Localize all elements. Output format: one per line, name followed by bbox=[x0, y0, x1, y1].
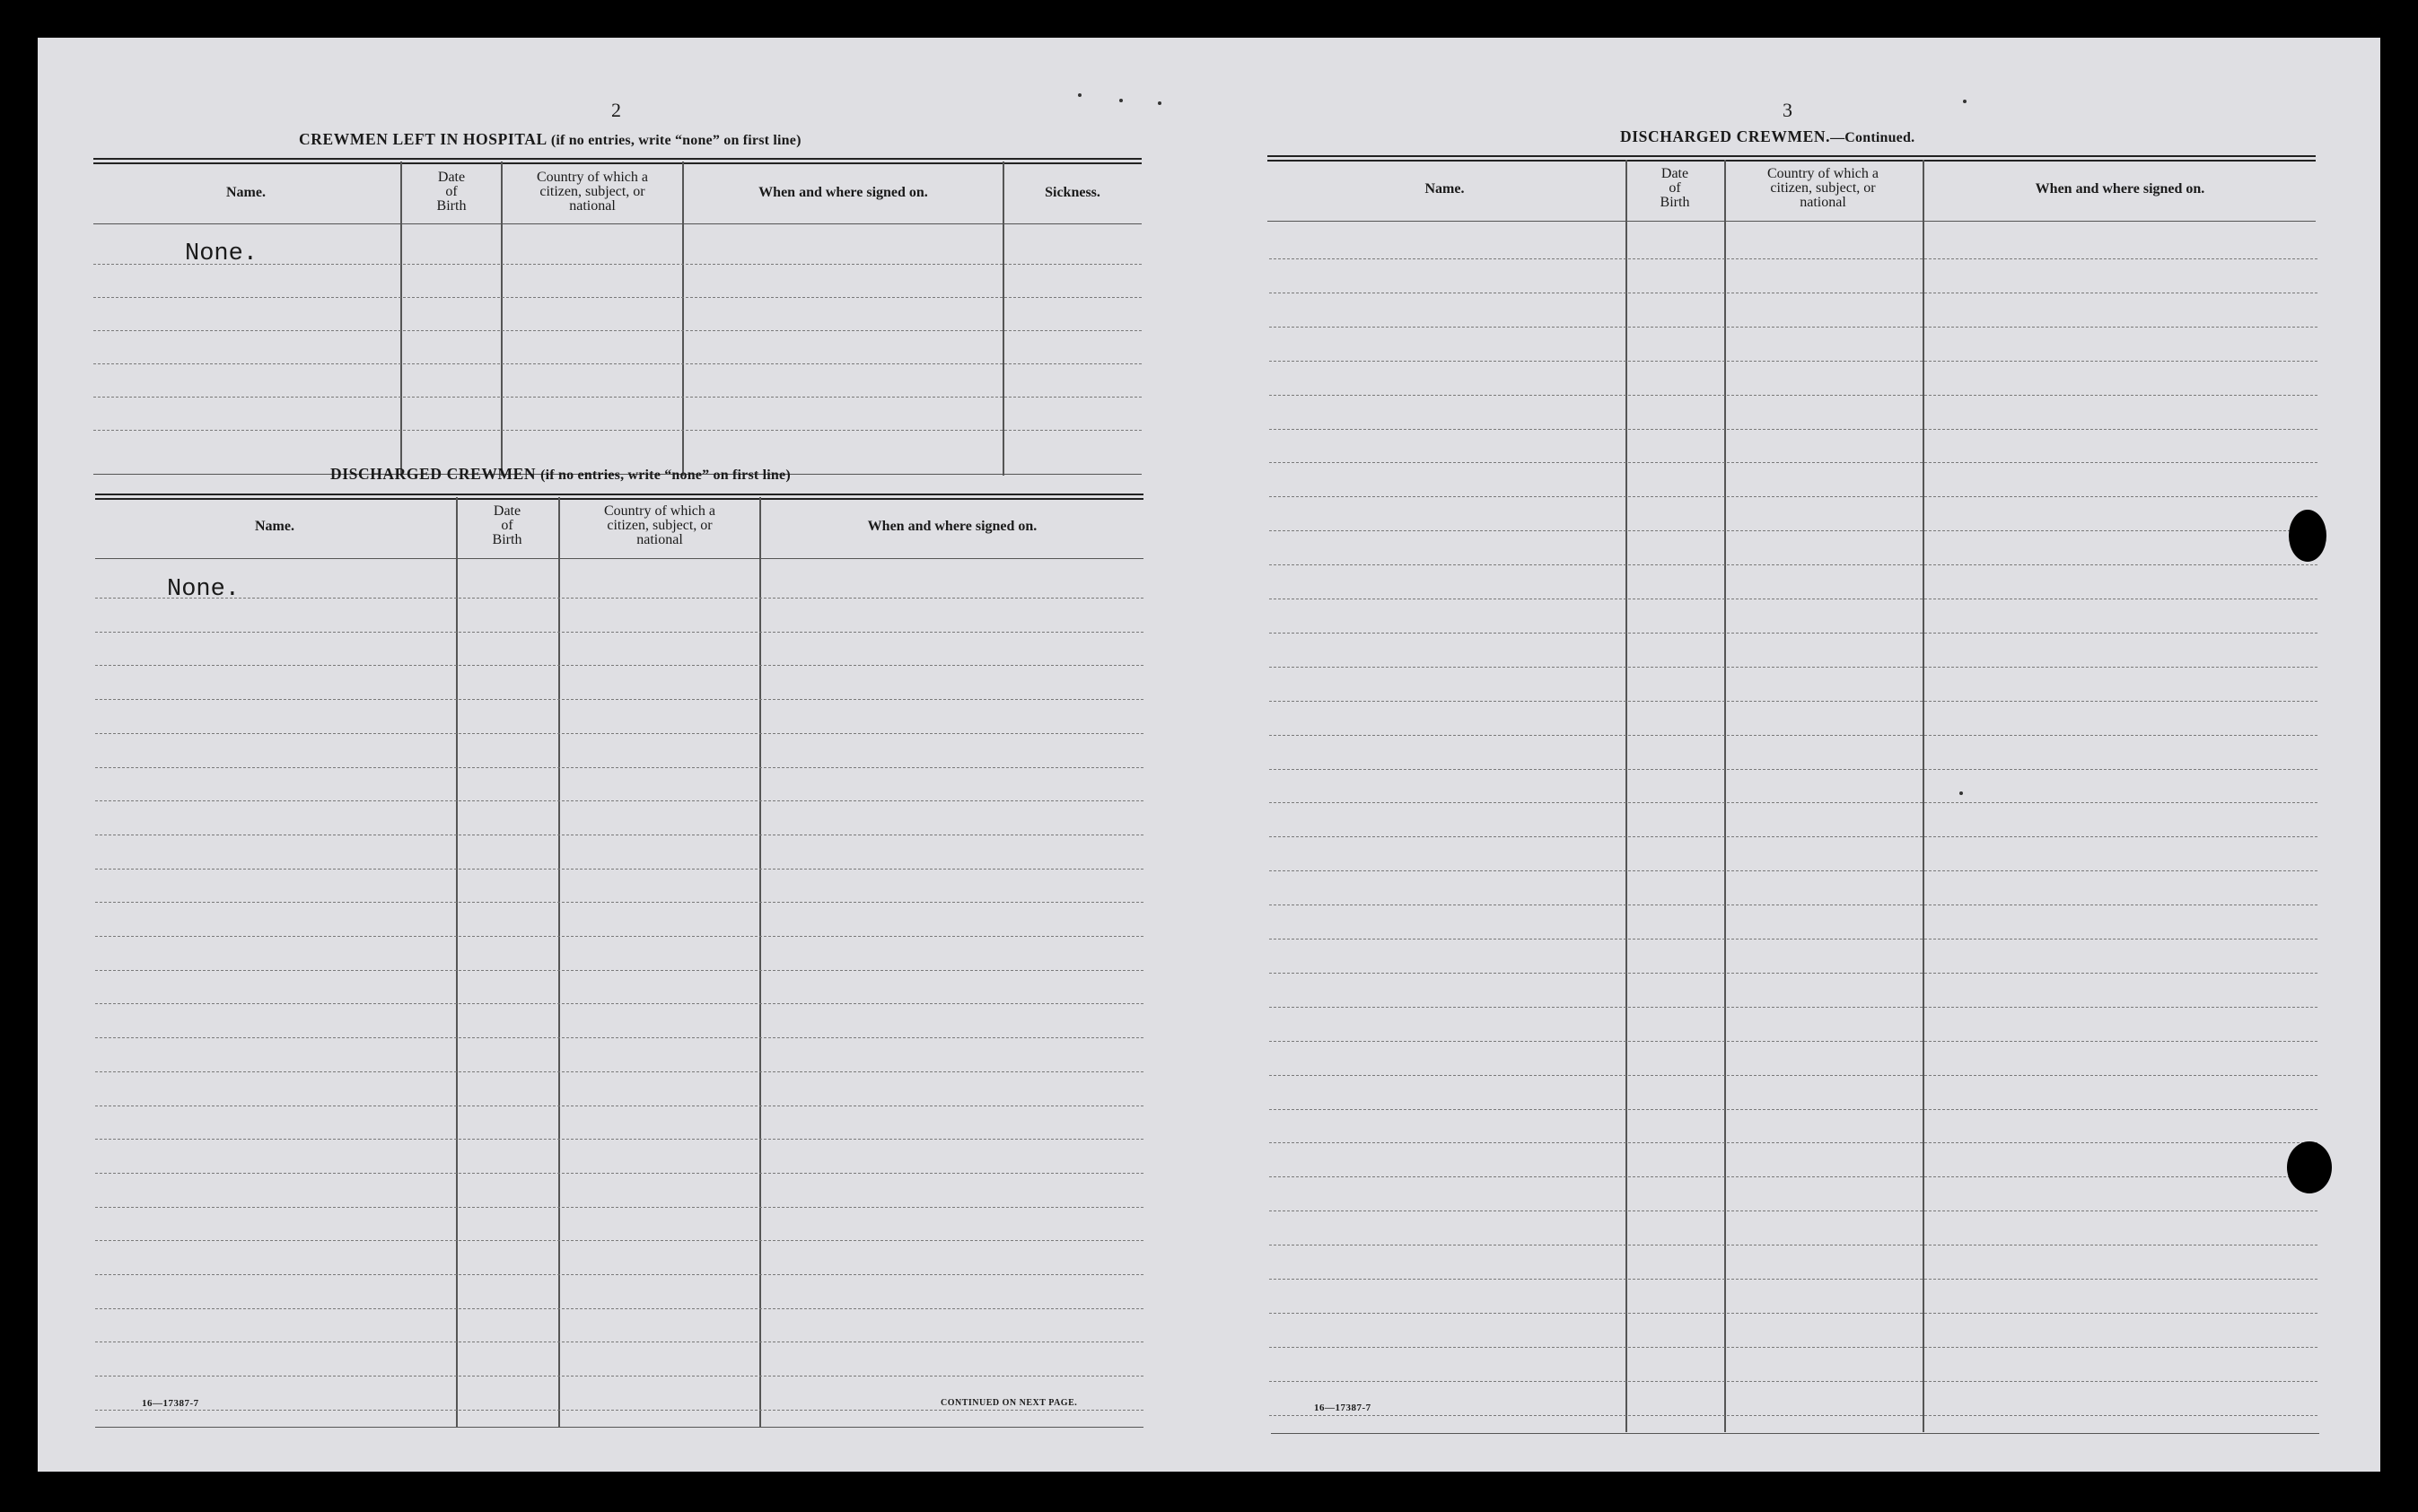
form-number-right: 16—17387-7 bbox=[1314, 1403, 1371, 1413]
page-number-right: 3 bbox=[1783, 99, 1792, 121]
country-line-2: citizen, subject, or bbox=[607, 518, 713, 533]
ledger-row-line bbox=[1269, 496, 2317, 497]
form-number-left: 16—17387-7 bbox=[142, 1398, 199, 1409]
ledger-row-line bbox=[1269, 802, 2317, 803]
ledger-row-line bbox=[95, 632, 1143, 633]
discharged-top-rule-left bbox=[95, 494, 1143, 500]
hospital-top-rule bbox=[93, 158, 1142, 164]
hospital-header-rule bbox=[93, 223, 1142, 224]
right-bottom-rule bbox=[1271, 1433, 2319, 1434]
ledger-row-line bbox=[1269, 633, 2317, 634]
dob-line-3: Birth bbox=[492, 532, 522, 547]
ledger-row-line bbox=[1269, 973, 2317, 974]
hospital-col-country bbox=[504, 170, 680, 214]
ledger-row-line bbox=[1269, 1279, 2317, 1280]
ink-speck bbox=[1959, 791, 1963, 795]
dob-line-2: of bbox=[501, 518, 513, 533]
hospital-row-line bbox=[93, 330, 1142, 331]
country-line-3: national bbox=[569, 198, 616, 214]
ledger-row-line bbox=[1269, 870, 2317, 871]
ink-speck bbox=[1078, 93, 1082, 97]
ledger-row-line bbox=[1269, 361, 2317, 362]
ledger-row-line bbox=[1269, 1176, 2317, 1177]
ledger-row-line bbox=[1269, 735, 2317, 736]
hospital-divider-2 bbox=[501, 162, 503, 476]
ledger-row-line bbox=[1269, 1007, 2317, 1008]
hospital-row-line bbox=[93, 397, 1142, 398]
discharged-title-instruction-left: (if no entries, write “none” on first line) bbox=[540, 468, 791, 483]
ledger-row-line bbox=[95, 1240, 1143, 1241]
hospital-divider-4 bbox=[1003, 162, 1004, 476]
discharged-left-divider-2 bbox=[558, 497, 560, 1427]
ledger-row-line bbox=[1269, 1347, 2317, 1348]
page-number-left: 2 bbox=[611, 99, 621, 121]
ledger-row-line bbox=[1269, 1142, 2317, 1143]
ledger-row-line bbox=[95, 936, 1143, 937]
continued-note: CONTINUED ON NEXT PAGE. bbox=[941, 1398, 1078, 1408]
discharged-title-text-left: DISCHARGED CREWMEN bbox=[330, 465, 537, 483]
ledger-row-line bbox=[1269, 530, 2317, 531]
discharged-left-col-dob bbox=[458, 504, 556, 547]
ledger-row-line bbox=[1269, 769, 2317, 770]
ledger-row-line bbox=[95, 1003, 1143, 1004]
dob-line-1: Date bbox=[493, 503, 521, 519]
ledger-row-line bbox=[95, 1037, 1143, 1038]
ledger-row-line bbox=[95, 1308, 1143, 1309]
ledger-row-line bbox=[95, 902, 1143, 903]
country-line-1: Country of which a bbox=[537, 170, 648, 185]
discharged-title-text-right: DISCHARGED CREWMEN. bbox=[1620, 127, 1831, 145]
ledger-row-line bbox=[95, 970, 1143, 971]
right-header-rule bbox=[1267, 221, 2316, 222]
ledger-row-line bbox=[95, 1410, 1143, 1411]
discharged-left-col-country bbox=[560, 504, 759, 547]
dob-line-2: of bbox=[445, 184, 458, 199]
ledger-row-line bbox=[95, 1071, 1143, 1072]
ledger-row-line bbox=[1269, 1415, 2317, 1416]
hospital-row-line bbox=[93, 363, 1142, 364]
discharged-left-bottom-rule bbox=[95, 1427, 1143, 1428]
right-top-rule bbox=[1267, 155, 2316, 162]
ledger-row-line bbox=[1269, 1381, 2317, 1382]
ledger-row-line bbox=[95, 800, 1143, 801]
ledger-row-line bbox=[95, 1139, 1143, 1140]
discharged-section-title-right bbox=[1620, 127, 1914, 146]
hospital-row-line bbox=[93, 297, 1142, 298]
ledger-row-line bbox=[1269, 462, 2317, 463]
hospital-entry-none: None. bbox=[185, 240, 258, 267]
hospital-col-dob bbox=[402, 170, 501, 214]
discharged-section-title-left bbox=[330, 465, 791, 484]
ledger-row-line bbox=[1269, 1109, 2317, 1110]
country-line-3: national bbox=[636, 532, 683, 547]
country-line-1: Country of which a bbox=[604, 503, 715, 519]
right-divider-2 bbox=[1724, 160, 1726, 1432]
right-col-dob bbox=[1627, 167, 1722, 210]
hospital-section-title bbox=[299, 130, 802, 149]
hospital-row-line bbox=[93, 430, 1142, 431]
hospital-title-instruction: (if no entries, write “none” on first line) bbox=[550, 133, 802, 148]
discharged-entry-none: None. bbox=[167, 576, 241, 603]
dob-line-1: Date bbox=[437, 170, 466, 185]
dob-line-3: Birth bbox=[436, 198, 467, 214]
hospital-row-line bbox=[93, 264, 1142, 265]
ink-speck bbox=[1119, 99, 1123, 102]
hospital-col-sickness: Sickness. bbox=[1045, 185, 1100, 200]
dob-line-2: of bbox=[1669, 180, 1681, 196]
country-line-3: national bbox=[1800, 195, 1846, 210]
document-sheet bbox=[38, 38, 2380, 1472]
ledger-row-line bbox=[1269, 429, 2317, 430]
hospital-col-name: Name. bbox=[226, 185, 266, 200]
hospital-divider-3 bbox=[682, 162, 684, 476]
ledger-row-line bbox=[95, 767, 1143, 768]
discharged-left-header-rule bbox=[95, 558, 1143, 559]
country-line-2: citizen, subject, or bbox=[539, 184, 645, 199]
ledger-row-line bbox=[1269, 564, 2317, 565]
ink-speck bbox=[1158, 101, 1161, 105]
ledger-row-line bbox=[95, 1173, 1143, 1174]
dob-line-1: Date bbox=[1660, 166, 1689, 181]
ledger-row-line bbox=[1269, 327, 2317, 328]
ledger-row-line bbox=[1269, 1041, 2317, 1042]
dob-line-3: Birth bbox=[1660, 195, 1690, 210]
ledger-row-line bbox=[95, 733, 1143, 734]
hospital-col-signed: When and where signed on. bbox=[758, 185, 928, 200]
country-line-1: Country of which a bbox=[1767, 166, 1879, 181]
ledger-row-line bbox=[1269, 701, 2317, 702]
discharged-left-col-name: Name. bbox=[255, 519, 294, 534]
ledger-row-line bbox=[1269, 939, 2317, 940]
ledger-row-line bbox=[1269, 1210, 2317, 1211]
ledger-row-line bbox=[95, 598, 1143, 599]
right-col-country bbox=[1726, 167, 1920, 210]
binder-hole-bottom bbox=[2287, 1141, 2332, 1193]
ledger-row-line bbox=[1269, 395, 2317, 396]
ledger-row-line bbox=[1269, 836, 2317, 837]
discharged-left-col-signed: When and where signed on. bbox=[867, 519, 1038, 534]
ledger-row-line bbox=[1269, 667, 2317, 668]
right-divider-3 bbox=[1923, 160, 1924, 1432]
ledger-row-line bbox=[95, 699, 1143, 700]
ledger-row-line bbox=[1269, 1075, 2317, 1076]
ledger-row-line bbox=[95, 665, 1143, 666]
discharged-left-divider-3 bbox=[759, 497, 761, 1427]
right-col-name: Name. bbox=[1424, 181, 1465, 197]
discharged-left-divider-1 bbox=[456, 497, 458, 1427]
right-col-signed: When and where signed on. bbox=[2035, 181, 2205, 197]
ink-speck bbox=[1963, 100, 1967, 103]
right-divider-1 bbox=[1625, 160, 1627, 1432]
hospital-title-text: CREWMEN LEFT IN HOSPITAL bbox=[299, 130, 547, 148]
ledger-row-line bbox=[95, 1274, 1143, 1275]
ledger-row-line bbox=[95, 1376, 1143, 1377]
ledger-row-line bbox=[1269, 1313, 2317, 1314]
binder-hole-top bbox=[2289, 510, 2326, 562]
country-line-2: citizen, subject, or bbox=[1770, 180, 1876, 196]
ledger-row-line bbox=[95, 1207, 1143, 1208]
hospital-divider-1 bbox=[400, 162, 402, 476]
ledger-row-line bbox=[95, 869, 1143, 870]
ledger-row-line bbox=[1269, 258, 2317, 259]
discharged-title-suffix-right: —Continued. bbox=[1830, 130, 1915, 145]
